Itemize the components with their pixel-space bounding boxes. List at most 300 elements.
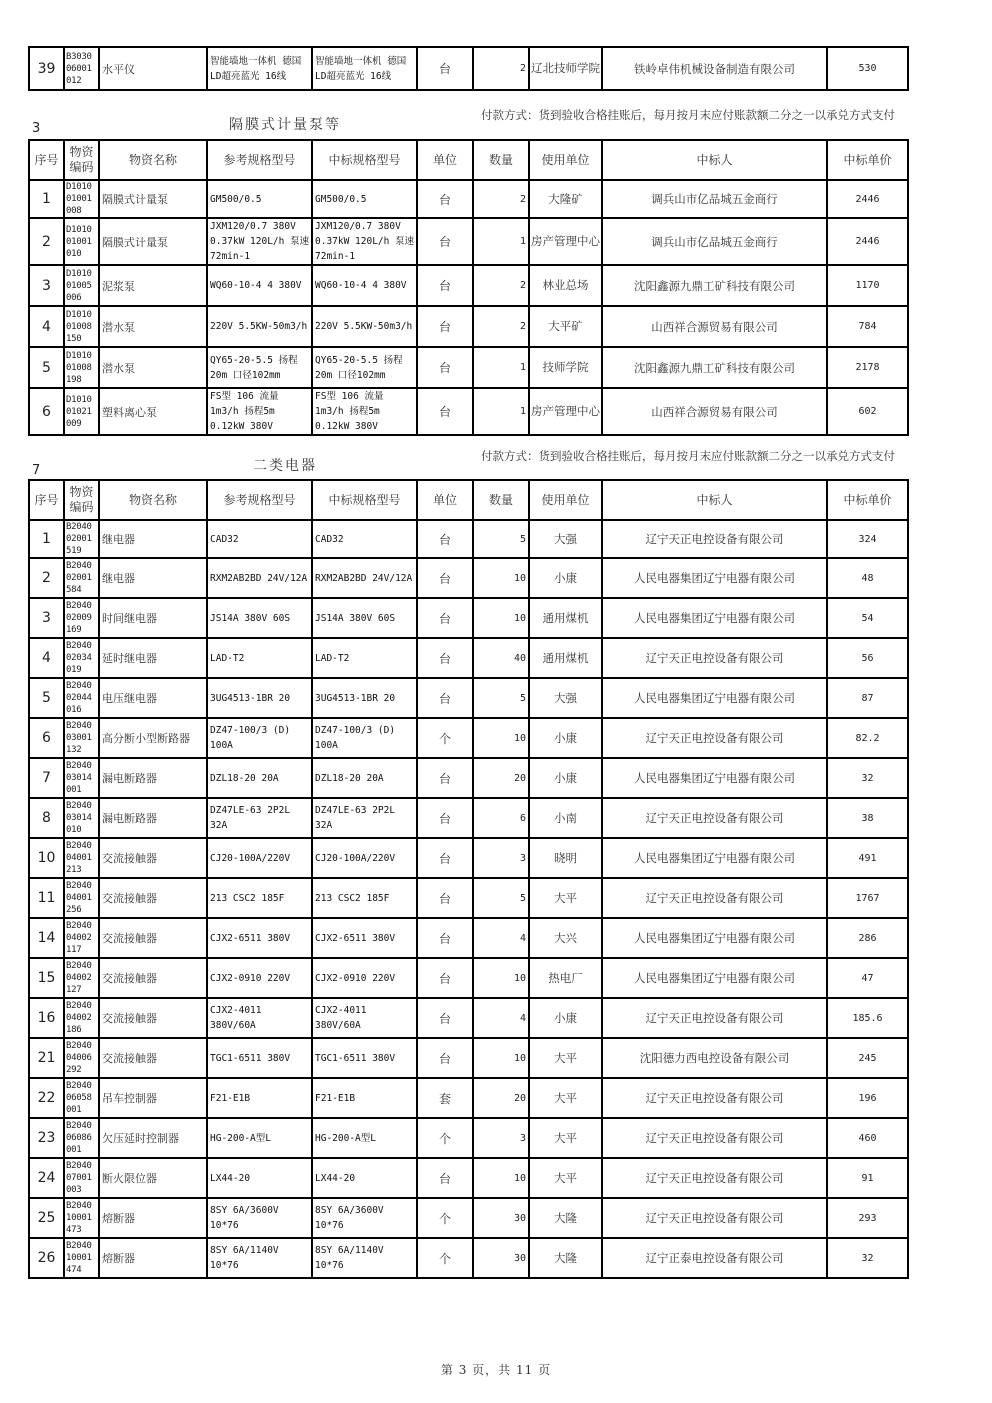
table-row (29, 998, 908, 1038)
material-name-cell: 电压继电器 (99, 678, 207, 718)
column-header: 物资编码 (64, 140, 99, 180)
quantity-cell: 6 (473, 798, 529, 838)
unit-price-cell: 1767 (827, 878, 908, 918)
reference-spec-cell: 220V 5.5KW-50m3/h (207, 306, 312, 347)
winning-spec-cell: 8SY 6A/3600V 10*76 (312, 1198, 417, 1238)
using-unit-cell: 大强 (529, 678, 602, 718)
material-name-cell: 塑料离心泵 (99, 388, 207, 435)
material-code-cell: B2040 03014 001 (64, 758, 99, 798)
material-name-cell: 泥浆泵 (99, 265, 207, 306)
material-name-cell: 熔断器 (99, 1238, 207, 1278)
column-header: 参考规格型号 (207, 140, 312, 180)
quantity-cell: 5 (473, 678, 529, 718)
material-code-cell: B3030 06001 012 (64, 47, 99, 90)
column-header: 序号 (29, 480, 64, 520)
table-row (29, 1198, 908, 1238)
row-number-cell: 4 (29, 306, 64, 347)
reference-spec-cell: HG-200-A型L (207, 1118, 312, 1158)
table-row (29, 265, 908, 306)
row-number-cell: 22 (29, 1078, 64, 1118)
winning-bidder-cell: 铁岭卓伟机械设备制造有限公司 (602, 47, 827, 90)
reference-spec-cell: CJX2-0910 220V (207, 958, 312, 998)
winning-bidder-cell: 人民电器集团辽宁电器有限公司 (602, 598, 827, 638)
column-header: 中标单价 (827, 140, 908, 180)
using-unit-cell: 小康 (529, 718, 602, 758)
material-code-cell: B2040 04002 117 (64, 918, 99, 958)
column-header: 序号 (29, 140, 64, 180)
winning-spec-cell: JXM120/0.7 380V 0.37kW 120L/h 泵速72min-1 (312, 218, 417, 265)
row-number-cell: 6 (29, 718, 64, 758)
winning-bidder-cell: 人民电器集团辽宁电器有限公司 (602, 838, 827, 878)
page-footer: 第 3 页，共 11 页 (440, 1363, 552, 1377)
table-row (29, 798, 908, 838)
table-row (29, 878, 908, 918)
unit-price-cell: 48 (827, 558, 908, 598)
quantity-cell: 10 (473, 958, 529, 998)
using-unit-cell: 小康 (529, 998, 602, 1038)
winning-spec-cell: DZL18-20 20A (312, 758, 417, 798)
table-row (29, 1038, 908, 1078)
winning-spec-cell: 220V 5.5KW-50m3/h (312, 306, 417, 347)
row-number-cell: 7 (29, 758, 64, 798)
material-code-cell: B2040 07001 003 (64, 1158, 99, 1198)
unit-price-cell: 491 (827, 838, 908, 878)
unit-cell: 个 (417, 1198, 473, 1238)
unit-price-cell: 196 (827, 1078, 908, 1118)
unit-price-cell: 82.2 (827, 718, 908, 758)
material-name-cell: 时间继电器 (99, 598, 207, 638)
winning-bidder-cell: 沈阳德力西电控设备有限公司 (602, 1038, 827, 1078)
unit-price-cell: 602 (827, 388, 908, 435)
column-header: 中标单价 (827, 480, 908, 520)
winning-spec-cell: DZ47LE-63 2P2L 32A (312, 798, 417, 838)
material-code-cell: B2040 04001 256 (64, 878, 99, 918)
using-unit-cell: 大隆 (529, 1238, 602, 1278)
material-code-cell: B2040 06086 001 (64, 1118, 99, 1158)
winning-spec-cell: TGC1-6511 380V (312, 1038, 417, 1078)
winning-spec-cell: 8SY 6A/1140V 10*76 (312, 1238, 417, 1278)
using-unit-cell: 大平 (529, 1158, 602, 1198)
winning-bidder-cell: 辽宁天正电控设备有限公司 (602, 1078, 827, 1118)
row-number-cell: 21 (29, 1038, 64, 1078)
using-unit-cell: 辽北技师学院 (529, 47, 602, 90)
material-name-cell: 断火限位器 (99, 1158, 207, 1198)
material-name-cell: 潜水泵 (99, 306, 207, 347)
winning-spec-cell: FS型 106 流量 1m3/h 扬程5m 0.12kW 380V (312, 388, 417, 435)
material-code-cell: B2040 03001 132 (64, 718, 99, 758)
unit-cell: 台 (417, 758, 473, 798)
column-header: 使用单位 (529, 480, 602, 520)
reference-spec-cell: LAD-T2 (207, 638, 312, 678)
material-name-cell: 交流接触器 (99, 918, 207, 958)
material-code-cell: B2040 10001 473 (64, 1198, 99, 1238)
column-header: 使用单位 (529, 140, 602, 180)
material-code-cell: D1010 01008 198 (64, 347, 99, 388)
unit-cell: 台 (417, 265, 473, 306)
unit-cell: 个 (417, 1118, 473, 1158)
materials-table-electrical (28, 479, 909, 1279)
unit-price-cell: 185.6 (827, 998, 908, 1038)
table-row (29, 347, 908, 388)
reference-spec-cell: RXM2AB2BD 24V/12A (207, 558, 312, 598)
winning-spec-cell: QY65-20-5.5 扬程20m 口径102mm (312, 347, 417, 388)
section-title: 隔膜式计量泵等 (229, 117, 341, 133)
quantity-cell: 2 (473, 47, 529, 90)
column-header: 中标规格型号 (312, 480, 417, 520)
column-header: 参考规格型号 (207, 480, 312, 520)
row-number-cell: 6 (29, 388, 64, 435)
winning-spec-cell: CJX2-6511 380V (312, 918, 417, 958)
using-unit-cell: 大隆 (529, 1198, 602, 1238)
unit-price-cell: 56 (827, 638, 908, 678)
reference-spec-cell: JXM120/0.7 380V 0.37kW 120L/h 泵速72min-1 (207, 218, 312, 265)
column-header: 单位 (417, 480, 473, 520)
unit-cell: 套 (417, 1078, 473, 1118)
column-header: 中标人 (602, 480, 827, 520)
winning-bidder-cell: 调兵山市亿品城五金商行 (602, 218, 827, 265)
quantity-cell: 3 (473, 1118, 529, 1158)
winning-spec-cell: WQ60-10-4 4 380V (312, 265, 417, 306)
winning-bidder-cell: 山西祥合源贸易有限公司 (602, 306, 827, 347)
winning-bidder-cell: 辽宁天正电控设备有限公司 (602, 1158, 827, 1198)
column-header: 中标规格型号 (312, 140, 417, 180)
using-unit-cell: 林业总场 (529, 265, 602, 306)
reference-spec-cell: CJX2-6511 380V (207, 918, 312, 958)
unit-price-cell: 87 (827, 678, 908, 718)
using-unit-cell: 小康 (529, 558, 602, 598)
table-row (29, 918, 908, 958)
quantity-cell: 10 (473, 1158, 529, 1198)
winning-bidder-cell: 辽宁天正电控设备有限公司 (602, 638, 827, 678)
winning-spec-cell: 3UG4513-1BR 20 (312, 678, 417, 718)
column-header: 单位 (417, 140, 473, 180)
winning-bidder-cell: 辽宁天正电控设备有限公司 (602, 520, 827, 558)
row-number-cell: 15 (29, 958, 64, 998)
row-number-cell: 11 (29, 878, 64, 918)
quantity-cell: 30 (473, 1238, 529, 1278)
unit-cell: 台 (417, 306, 473, 347)
header-row (29, 140, 908, 180)
reference-spec-cell: F21-E1B (207, 1078, 312, 1118)
section-number: 3 (32, 121, 41, 136)
reference-spec-cell: DZL18-20 20A (207, 758, 312, 798)
using-unit-cell: 小康 (529, 758, 602, 798)
reference-spec-cell: DZ47-100/3 (D) 100A (207, 718, 312, 758)
material-code-cell: B2040 02001 519 (64, 520, 99, 558)
unit-cell: 个 (417, 718, 473, 758)
unit-price-cell: 91 (827, 1158, 908, 1198)
winning-spec-cell: CAD32 (312, 520, 417, 558)
winning-spec-cell: CJ20-100A/220V (312, 838, 417, 878)
reference-spec-cell: DZ47LE-63 2P2L 32A (207, 798, 312, 838)
material-name-cell: 延时继电器 (99, 638, 207, 678)
material-code-cell: B2040 02009 169 (64, 598, 99, 638)
winning-bidder-cell: 调兵山市亿品城五金商行 (602, 180, 827, 218)
row-number-cell: 5 (29, 347, 64, 388)
unit-cell: 台 (417, 520, 473, 558)
reference-spec-cell: 智能墙地一体机 德国LD超亮蓝光 16线 (207, 47, 312, 90)
unit-cell: 台 (417, 347, 473, 388)
table-row (29, 758, 908, 798)
material-code-cell: B2040 02044 016 (64, 678, 99, 718)
table-row (29, 1078, 908, 1118)
quantity-cell: 10 (473, 1038, 529, 1078)
using-unit-cell: 房产管理中心 (529, 388, 602, 435)
winning-spec-cell: RXM2AB2BD 24V/12A (312, 558, 417, 598)
using-unit-cell: 晓明 (529, 838, 602, 878)
row-number-cell: 10 (29, 838, 64, 878)
quantity-cell: 1 (473, 218, 529, 265)
material-name-cell: 高分断小型断路器 (99, 718, 207, 758)
quantity-cell: 30 (473, 1198, 529, 1238)
reference-spec-cell: LX44-20 (207, 1158, 312, 1198)
section-title: 二类电器 (253, 458, 317, 474)
winning-spec-cell: GM500/0.5 (312, 180, 417, 218)
row-number-cell: 8 (29, 798, 64, 838)
unit-cell: 台 (417, 218, 473, 265)
unit-price-cell: 47 (827, 958, 908, 998)
material-code-cell: B2040 02034 019 (64, 638, 99, 678)
quantity-cell: 2 (473, 180, 529, 218)
winning-spec-cell: HG-200-A型L (312, 1118, 417, 1158)
quantity-cell: 5 (473, 878, 529, 918)
winning-bidder-cell: 人民电器集团辽宁电器有限公司 (602, 918, 827, 958)
reference-spec-cell: WQ60-10-4 4 380V (207, 265, 312, 306)
unit-cell: 台 (417, 388, 473, 435)
unit-cell: 台 (417, 958, 473, 998)
using-unit-cell: 大强 (529, 520, 602, 558)
quantity-cell: 20 (473, 758, 529, 798)
reference-spec-cell: CJX2-4011 380V/60A (207, 998, 312, 1038)
winning-bidder-cell: 人民电器集团辽宁电器有限公司 (602, 958, 827, 998)
unit-price-cell: 293 (827, 1198, 908, 1238)
winning-bidder-cell: 辽宁正泰电控设备有限公司 (602, 1238, 827, 1278)
table-row (29, 838, 908, 878)
reference-spec-cell: 213 CSC2 185F (207, 878, 312, 918)
reference-spec-cell: CJ20-100A/220V (207, 838, 312, 878)
quantity-cell: 10 (473, 558, 529, 598)
row-number-cell: 3 (29, 598, 64, 638)
reference-spec-cell: CAD32 (207, 520, 312, 558)
table-row (29, 1118, 908, 1158)
winning-bidder-cell: 山西祥合源贸易有限公司 (602, 388, 827, 435)
reference-spec-cell: 3UG4513-1BR 20 (207, 678, 312, 718)
material-code-cell: D1010 01001 010 (64, 218, 99, 265)
row-number-cell: 2 (29, 218, 64, 265)
table-row (29, 718, 908, 758)
material-code-cell: B2040 04001 213 (64, 838, 99, 878)
table-row (29, 47, 908, 90)
unit-price-cell: 530 (827, 47, 908, 90)
payment-terms: 付款方式：货到验收合格挂账后，每月按月末应付账款额二分之一以承兑方式支付 (481, 449, 895, 463)
winning-spec-cell: JS14A 380V 60S (312, 598, 417, 638)
header-row (29, 480, 908, 520)
material-name-cell: 交流接触器 (99, 958, 207, 998)
row-number-cell: 24 (29, 1158, 64, 1198)
material-code-cell: B2040 03014 010 (64, 798, 99, 838)
winning-bidder-cell: 沈阳鑫源九鼎工矿科技有限公司 (602, 265, 827, 306)
winning-spec-cell: CJX2-0910 220V (312, 958, 417, 998)
winning-bidder-cell: 辽宁天正电控设备有限公司 (602, 1198, 827, 1238)
material-name-cell: 潜水泵 (99, 347, 207, 388)
quantity-cell: 20 (473, 1078, 529, 1118)
using-unit-cell: 大平 (529, 1038, 602, 1078)
material-code-cell: D1010 01008 150 (64, 306, 99, 347)
winning-bidder-cell: 辽宁天正电控设备有限公司 (602, 1118, 827, 1158)
winning-spec-cell: LAD-T2 (312, 638, 417, 678)
column-header: 物资名称 (99, 140, 207, 180)
reference-spec-cell: TGC1-6511 380V (207, 1038, 312, 1078)
material-name-cell: 交流接触器 (99, 1038, 207, 1078)
table-row (29, 558, 908, 598)
winning-bidder-cell: 辽宁天正电控设备有限公司 (602, 718, 827, 758)
material-code-cell: B2040 04006 292 (64, 1038, 99, 1078)
quantity-cell: 1 (473, 347, 529, 388)
table-row (29, 678, 908, 718)
winning-bidder-cell: 人民电器集团辽宁电器有限公司 (602, 558, 827, 598)
unit-price-cell: 2446 (827, 180, 908, 218)
material-name-cell: 欠压延时控制器 (99, 1118, 207, 1158)
column-header: 数量 (473, 140, 529, 180)
row-number-cell: 16 (29, 998, 64, 1038)
column-header: 物资名称 (99, 480, 207, 520)
winning-spec-cell: 智能墙地一体机 德国LD超亮蓝光 16线 (312, 47, 417, 90)
unit-cell: 台 (417, 180, 473, 218)
using-unit-cell: 大平 (529, 1078, 602, 1118)
quantity-cell: 3 (473, 838, 529, 878)
row-number-cell: 5 (29, 678, 64, 718)
winning-bidder-cell: 辽宁天正电控设备有限公司 (602, 998, 827, 1038)
unit-cell: 台 (417, 998, 473, 1038)
quantity-cell: 2 (473, 306, 529, 347)
material-code-cell: D1010 01001 008 (64, 180, 99, 218)
winning-bidder-cell: 辽宁天正电控设备有限公司 (602, 798, 827, 838)
unit-cell: 个 (417, 1238, 473, 1278)
unit-price-cell: 2446 (827, 218, 908, 265)
reference-spec-cell: GM500/0.5 (207, 180, 312, 218)
using-unit-cell: 通用煤机 (529, 598, 602, 638)
unit-cell: 台 (417, 1158, 473, 1198)
reference-spec-cell: 8SY 6A/3600V 10*76 (207, 1198, 312, 1238)
material-code-cell: D1010 01021 009 (64, 388, 99, 435)
material-name-cell: 隔膜式计量泵 (99, 218, 207, 265)
unit-cell: 台 (417, 838, 473, 878)
row-number-cell: 1 (29, 180, 64, 218)
material-code-cell: B2040 10001 474 (64, 1238, 99, 1278)
material-name-cell: 漏电断路器 (99, 758, 207, 798)
material-code-cell: D1010 01005 006 (64, 265, 99, 306)
unit-cell: 台 (417, 678, 473, 718)
unit-price-cell: 460 (827, 1118, 908, 1158)
payment-terms: 付款方式：货到验收合格挂账后，每月按月末应付账款额二分之一以承兑方式支付 (481, 108, 895, 122)
using-unit-cell: 大隆矿 (529, 180, 602, 218)
reference-spec-cell: 8SY 6A/1140V 10*76 (207, 1238, 312, 1278)
table-row (29, 388, 908, 435)
row-number-cell: 4 (29, 638, 64, 678)
table-row (29, 958, 908, 998)
material-code-cell: B2040 02001 584 (64, 558, 99, 598)
material-name-cell: 交流接触器 (99, 998, 207, 1038)
material-name-cell: 水平仪 (99, 47, 207, 90)
unit-price-cell: 784 (827, 306, 908, 347)
unit-price-cell: 1170 (827, 265, 908, 306)
using-unit-cell: 通用煤机 (529, 638, 602, 678)
unit-cell: 台 (417, 918, 473, 958)
quantity-cell: 10 (473, 718, 529, 758)
using-unit-cell: 小南 (529, 798, 602, 838)
table-row (29, 598, 908, 638)
unit-price-cell: 54 (827, 598, 908, 638)
material-name-cell: 交流接触器 (99, 838, 207, 878)
row-number-cell: 39 (29, 47, 64, 90)
material-name-cell: 继电器 (99, 558, 207, 598)
quantity-cell: 40 (473, 638, 529, 678)
row-number-cell: 23 (29, 1118, 64, 1158)
material-name-cell: 继电器 (99, 520, 207, 558)
using-unit-cell: 大平 (529, 1118, 602, 1158)
row-number-cell: 2 (29, 558, 64, 598)
using-unit-cell: 大兴 (529, 918, 602, 958)
reference-spec-cell: QY65-20-5.5 扬程20m 口径102mm (207, 347, 312, 388)
table-row (29, 180, 908, 218)
unit-cell: 台 (417, 47, 473, 90)
row-number-cell: 25 (29, 1198, 64, 1238)
table-row (29, 306, 908, 347)
unit-price-cell: 38 (827, 798, 908, 838)
material-code-cell: B2040 06058 001 (64, 1078, 99, 1118)
unit-cell: 台 (417, 598, 473, 638)
using-unit-cell: 大平矿 (529, 306, 602, 347)
unit-cell: 台 (417, 798, 473, 838)
materials-table-pumps (28, 139, 909, 436)
previous-section-table (28, 46, 909, 91)
table-row (29, 638, 908, 678)
unit-price-cell: 324 (827, 520, 908, 558)
using-unit-cell: 房产管理中心 (529, 218, 602, 265)
unit-price-cell: 245 (827, 1038, 908, 1078)
winning-bidder-cell: 人民电器集团辽宁电器有限公司 (602, 758, 827, 798)
unit-cell: 台 (417, 1038, 473, 1078)
table-row (29, 1158, 908, 1198)
table-row (29, 1238, 908, 1278)
unit-cell: 台 (417, 638, 473, 678)
unit-price-cell: 286 (827, 918, 908, 958)
column-header: 中标人 (602, 140, 827, 180)
winning-spec-cell: DZ47-100/3 (D) 100A (312, 718, 417, 758)
quantity-cell: 10 (473, 598, 529, 638)
winning-spec-cell: LX44-20 (312, 1158, 417, 1198)
quantity-cell: 4 (473, 998, 529, 1038)
winning-spec-cell: CJX2-4011 380V/60A (312, 998, 417, 1038)
material-name-cell: 熔断器 (99, 1198, 207, 1238)
quantity-cell: 4 (473, 918, 529, 958)
row-number-cell: 26 (29, 1238, 64, 1278)
winning-bidder-cell: 辽宁天正电控设备有限公司 (602, 878, 827, 918)
row-number-cell: 3 (29, 265, 64, 306)
using-unit-cell: 大平 (529, 878, 602, 918)
material-name-cell: 漏电断路器 (99, 798, 207, 838)
winning-bidder-cell: 沈阳鑫源九鼎工矿科技有限公司 (602, 347, 827, 388)
winning-spec-cell: F21-E1B (312, 1078, 417, 1118)
unit-cell: 台 (417, 558, 473, 598)
unit-cell: 台 (417, 878, 473, 918)
material-name-cell: 隔膜式计量泵 (99, 180, 207, 218)
section-number: 7 (32, 463, 41, 478)
column-header: 物资编码 (64, 480, 99, 520)
row-number-cell: 14 (29, 918, 64, 958)
using-unit-cell: 技师学院 (529, 347, 602, 388)
table-row (29, 520, 908, 558)
